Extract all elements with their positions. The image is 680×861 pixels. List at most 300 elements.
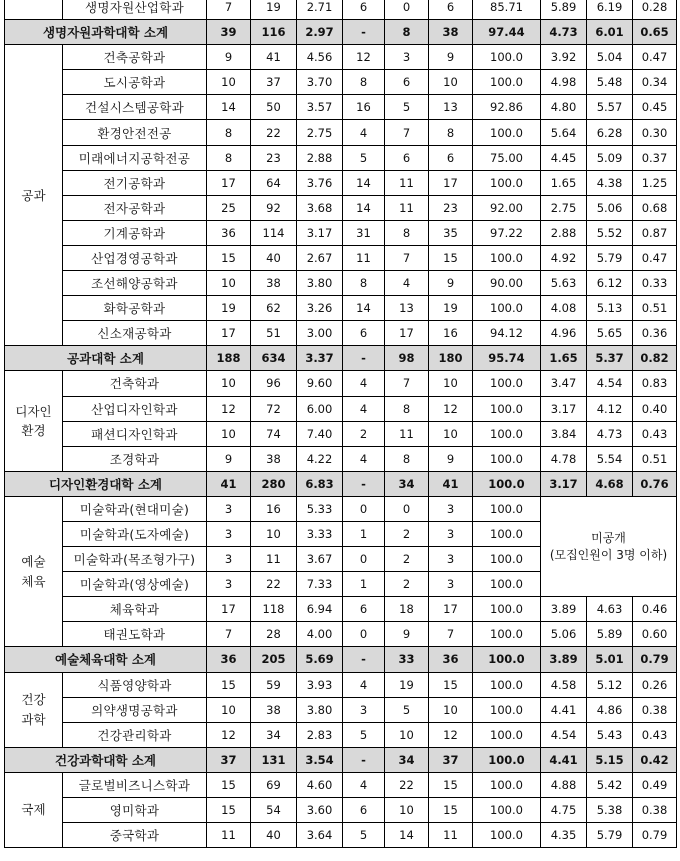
applicant-count-cell: 51 [251, 321, 297, 346]
waitlist-rank-cell: 6 [343, 597, 385, 622]
enroll-rate-cell: 92.86 [473, 95, 541, 120]
grade-stdev-cell: 0.38 [633, 798, 677, 823]
grade-stdev-cell: 0.37 [633, 145, 677, 170]
grade-best-cell: 1.65 [541, 346, 587, 371]
extra-accept-cell: 2 [385, 547, 429, 572]
waitlist-rank-cell: 3 [343, 697, 385, 722]
competition-rate-cell: 3.93 [297, 672, 343, 697]
table-row [5, 496, 677, 521]
dept-name-cell: 글로벌비즈니스학과 [63, 772, 207, 797]
waitlist-rank-cell: 8 [343, 271, 385, 296]
subtotal-label: 생명자원과학대학 소계 [5, 20, 207, 45]
competition-rate-cell: 2.83 [297, 722, 343, 747]
grade-stdev-cell: 0.79 [633, 647, 677, 672]
enrolled-count-cell: 41 [429, 471, 473, 496]
enrolled-count-cell: 9 [429, 271, 473, 296]
enroll-rate-cell: 92.00 [473, 195, 541, 220]
dept-name-cell: 조선해양공학과 [63, 271, 207, 296]
table-row [5, 0, 677, 20]
grade-best-cell: 5.64 [541, 120, 587, 145]
applicant-count-cell: 28 [251, 622, 297, 647]
grade-worst-cell: 5.89 [587, 622, 633, 647]
extra-accept-cell: 8 [385, 20, 429, 45]
grade-stdev-cell: 0.83 [633, 371, 677, 396]
waitlist-rank-cell: 8 [343, 70, 385, 95]
grade-worst-cell: 4.63 [587, 597, 633, 622]
competition-rate-cell: 3.33 [297, 521, 343, 546]
table-row [5, 446, 677, 471]
extra-accept-cell: 34 [385, 471, 429, 496]
enroll-rate-cell: 100.0 [473, 70, 541, 95]
recruit-count-cell: 3 [207, 572, 251, 597]
dept-name-cell: 패션디자인학과 [63, 421, 207, 446]
grade-stdev-cell: 0.28 [633, 0, 677, 20]
grade-best-cell: 3.17 [541, 396, 587, 421]
applicant-count-cell: 22 [251, 572, 297, 597]
extra-accept-cell: 34 [385, 747, 429, 772]
grade-best-cell: 4.80 [541, 95, 587, 120]
waitlist-rank-cell: 1 [343, 572, 385, 597]
grade-stdev-cell: 0.30 [633, 120, 677, 145]
waitlist-rank-cell: 16 [343, 95, 385, 120]
grade-worst-cell: 5.42 [587, 772, 633, 797]
dept-name-cell: 전기공학과 [63, 170, 207, 195]
extra-accept-cell: 5 [385, 697, 429, 722]
recruit-count-cell: 188 [207, 346, 251, 371]
grade-best-cell: 3.17 [541, 471, 587, 496]
competition-rate-cell: 5.69 [297, 647, 343, 672]
dept-name-cell: 미술학과(영상예술) [63, 572, 207, 597]
waitlist-rank-cell: 0 [343, 496, 385, 521]
waitlist-rank-cell: 4 [343, 446, 385, 471]
applicant-count-cell: 34 [251, 722, 297, 747]
competition-rate-cell: 2.88 [297, 145, 343, 170]
applicant-count-cell: 280 [251, 471, 297, 496]
grade-stdev-cell: 0.60 [633, 622, 677, 647]
enroll-rate-cell: 100.0 [473, 622, 541, 647]
grade-worst-cell: 5.04 [587, 45, 633, 70]
grade-best-cell: 4.92 [541, 245, 587, 270]
extra-accept-cell: 6 [385, 145, 429, 170]
grade-worst-cell: 5.01 [587, 647, 633, 672]
recruit-count-cell: 36 [207, 647, 251, 672]
grade-stdev-cell: 0.87 [633, 220, 677, 245]
grade-stdev-cell: 0.40 [633, 396, 677, 421]
dept-name-cell: 태권도학과 [63, 622, 207, 647]
extra-accept-cell: 7 [385, 245, 429, 270]
extra-accept-cell: 10 [385, 798, 429, 823]
recruit-count-cell: 39 [207, 20, 251, 45]
competition-rate-cell: 5.33 [297, 496, 343, 521]
extra-accept-cell: 0 [385, 0, 429, 20]
enrolled-count-cell: 10 [429, 371, 473, 396]
enrolled-count-cell: 15 [429, 245, 473, 270]
waitlist-rank-cell: 2 [343, 421, 385, 446]
dept-name-cell: 미술학과(현대미술) [63, 496, 207, 521]
grade-worst-cell: 6.12 [587, 271, 633, 296]
table-row [5, 396, 677, 421]
competition-rate-cell: 3.17 [297, 220, 343, 245]
enroll-rate-cell: 100.0 [473, 747, 541, 772]
enrolled-count-cell: 3 [429, 547, 473, 572]
grade-stdev-cell: 0.47 [633, 245, 677, 270]
grade-best-cell: 4.78 [541, 446, 587, 471]
applicant-count-cell: 22 [251, 120, 297, 145]
table-row [5, 145, 677, 170]
recruit-count-cell: 41 [207, 471, 251, 496]
enroll-rate-cell: 100.0 [473, 296, 541, 321]
grade-stdev-cell: 0.42 [633, 747, 677, 772]
grade-best-cell: 1.65 [541, 170, 587, 195]
competition-rate-cell: 3.26 [297, 296, 343, 321]
grade-worst-cell: 5.54 [587, 446, 633, 471]
competition-rate-cell: 2.71 [297, 0, 343, 20]
waitlist-rank-cell: - [343, 747, 385, 772]
extra-accept-cell: 22 [385, 772, 429, 797]
competition-rate-cell: 3.80 [297, 697, 343, 722]
enroll-rate-cell: 90.00 [473, 271, 541, 296]
competition-rate-cell: 3.64 [297, 823, 343, 848]
extra-accept-cell: 11 [385, 195, 429, 220]
grade-worst-cell: 5.15 [587, 747, 633, 772]
dept-name-cell: 조경학과 [63, 446, 207, 471]
subtotal-row [5, 20, 677, 45]
recruit-count-cell: 15 [207, 772, 251, 797]
waitlist-rank-cell: 4 [343, 120, 385, 145]
grade-worst-cell: 4.86 [587, 697, 633, 722]
recruit-count-cell: 8 [207, 120, 251, 145]
table-row [5, 421, 677, 446]
applicant-count-cell: 23 [251, 145, 297, 170]
extra-accept-cell: 9 [385, 622, 429, 647]
enroll-rate-cell: 100.0 [473, 421, 541, 446]
grade-worst-cell: 5.79 [587, 823, 633, 848]
waitlist-rank-cell: 14 [343, 170, 385, 195]
enrolled-count-cell: 35 [429, 220, 473, 245]
dept-name-cell: 도시공학과 [63, 70, 207, 95]
applicant-count-cell: 634 [251, 346, 297, 371]
college-group-cell: 공과 [5, 45, 63, 346]
enrolled-count-cell: 3 [429, 496, 473, 521]
recruit-count-cell: 7 [207, 622, 251, 647]
grade-best-cell: 4.58 [541, 672, 587, 697]
grade-best-cell: 5.89 [541, 0, 587, 20]
extra-accept-cell: 8 [385, 396, 429, 421]
applicant-count-cell: 11 [251, 547, 297, 572]
enroll-rate-cell: 97.44 [473, 20, 541, 45]
extra-accept-cell: 2 [385, 572, 429, 597]
grade-best-cell: 4.41 [541, 747, 587, 772]
recruit-count-cell: 37 [207, 747, 251, 772]
waitlist-rank-cell: 4 [343, 396, 385, 421]
grade-best-cell: 3.89 [541, 647, 587, 672]
recruit-count-cell: 14 [207, 95, 251, 120]
enrolled-count-cell: 6 [429, 145, 473, 170]
recruit-count-cell: 15 [207, 798, 251, 823]
competition-rate-cell: 3.70 [297, 70, 343, 95]
applicant-count-cell: 118 [251, 597, 297, 622]
extra-accept-cell: 10 [385, 722, 429, 747]
recruit-count-cell: 36 [207, 220, 251, 245]
competition-rate-cell: 4.56 [297, 45, 343, 70]
competition-rate-cell: 3.57 [297, 95, 343, 120]
subtotal-row [5, 647, 677, 672]
enrolled-count-cell: 11 [429, 823, 473, 848]
grade-best-cell: 4.88 [541, 772, 587, 797]
dept-name-cell: 건축학과 [63, 371, 207, 396]
college-group-cell: 디자인 환경 [5, 371, 63, 471]
enrolled-count-cell: 12 [429, 396, 473, 421]
waitlist-rank-cell: - [343, 346, 385, 371]
college-group-cell: 국제 [5, 772, 63, 847]
table-body [5, 0, 677, 848]
grade-stdev-cell: 0.38 [633, 697, 677, 722]
dept-name-cell: 체육학과 [63, 597, 207, 622]
grade-worst-cell: 5.79 [587, 245, 633, 270]
waitlist-rank-cell: 5 [343, 823, 385, 848]
extra-accept-cell: 33 [385, 647, 429, 672]
grade-stdev-cell: 0.79 [633, 823, 677, 848]
grade-worst-cell: 6.19 [587, 0, 633, 20]
enrolled-count-cell: 3 [429, 521, 473, 546]
enrolled-count-cell: 6 [429, 0, 473, 20]
extra-accept-cell: 17 [385, 321, 429, 346]
enrolled-count-cell: 19 [429, 296, 473, 321]
enroll-rate-cell: 100.0 [473, 798, 541, 823]
applicant-count-cell: 205 [251, 647, 297, 672]
college-group-cell: 건강 과학 [5, 672, 63, 747]
recruit-count-cell: 9 [207, 446, 251, 471]
grade-best-cell: 5.06 [541, 622, 587, 647]
enrolled-count-cell: 7 [429, 622, 473, 647]
subtotal-label: 디자인환경대학 소계 [5, 471, 207, 496]
grade-best-cell: 4.45 [541, 145, 587, 170]
competition-rate-cell: 3.37 [297, 346, 343, 371]
waitlist-rank-cell: 0 [343, 622, 385, 647]
dept-name-cell: 신소재공학과 [63, 321, 207, 346]
undisclosed-note: 미공개 (모집인원이 3명 이하) [541, 496, 677, 596]
recruit-count-cell: 15 [207, 245, 251, 270]
grade-worst-cell: 5.43 [587, 722, 633, 747]
competition-rate-cell: 3.68 [297, 195, 343, 220]
grade-stdev-cell: 0.43 [633, 421, 677, 446]
waitlist-rank-cell: 6 [343, 798, 385, 823]
grade-worst-cell: 5.38 [587, 798, 633, 823]
applicant-count-cell: 19 [251, 0, 297, 20]
recruit-count-cell: 15 [207, 672, 251, 697]
enrolled-count-cell: 10 [429, 70, 473, 95]
recruit-count-cell: 7 [207, 0, 251, 20]
enrolled-count-cell: 36 [429, 647, 473, 672]
table-row [5, 120, 677, 145]
waitlist-rank-cell: 4 [343, 371, 385, 396]
recruit-count-cell: 3 [207, 547, 251, 572]
table-row [5, 220, 677, 245]
subtotal-label: 예술체육대학 소계 [5, 647, 207, 672]
waitlist-rank-cell: - [343, 647, 385, 672]
table-row [5, 45, 677, 70]
extra-accept-cell: 0 [385, 496, 429, 521]
dept-name-cell: 기계공학과 [63, 220, 207, 245]
competition-rate-cell: 2.75 [297, 120, 343, 145]
enroll-rate-cell: 100.0 [473, 245, 541, 270]
enroll-rate-cell: 100.0 [473, 647, 541, 672]
extra-accept-cell: 3 [385, 45, 429, 70]
subtotal-label: 공과대학 소계 [5, 346, 207, 371]
enrolled-count-cell: 15 [429, 798, 473, 823]
grade-best-cell: 2.88 [541, 220, 587, 245]
enrolled-count-cell: 16 [429, 321, 473, 346]
extra-accept-cell: 11 [385, 170, 429, 195]
enrolled-count-cell: 10 [429, 421, 473, 446]
waitlist-rank-cell: - [343, 20, 385, 45]
waitlist-rank-cell: 5 [343, 145, 385, 170]
extra-accept-cell: 98 [385, 346, 429, 371]
grade-stdev-cell: 0.36 [633, 321, 677, 346]
applicant-count-cell: 131 [251, 747, 297, 772]
grade-stdev-cell: 1.25 [633, 170, 677, 195]
enroll-rate-cell: 100.0 [473, 521, 541, 546]
competition-rate-cell: 4.60 [297, 772, 343, 797]
waitlist-rank-cell: 11 [343, 245, 385, 270]
grade-stdev-cell: 0.34 [633, 70, 677, 95]
enroll-rate-cell: 100.0 [473, 597, 541, 622]
dept-name-cell: 건설시스템공학과 [63, 95, 207, 120]
waitlist-rank-cell: 0 [343, 547, 385, 572]
table-row [5, 371, 677, 396]
grade-best-cell: 5.63 [541, 271, 587, 296]
college-group-cell: 예술 체육 [5, 496, 63, 647]
grade-worst-cell: 4.12 [587, 396, 633, 421]
grade-worst-cell: 6.01 [587, 20, 633, 45]
applicant-count-cell: 114 [251, 220, 297, 245]
applicant-count-cell: 37 [251, 70, 297, 95]
grade-worst-cell: 4.73 [587, 421, 633, 446]
competition-rate-cell: 6.94 [297, 597, 343, 622]
competition-rate-cell: 7.33 [297, 572, 343, 597]
grade-best-cell: 4.96 [541, 321, 587, 346]
competition-rate-cell: 3.67 [297, 547, 343, 572]
waitlist-rank-cell: 4 [343, 772, 385, 797]
competition-rate-cell: 6.83 [297, 471, 343, 496]
applicant-count-cell: 92 [251, 195, 297, 220]
grade-best-cell: 4.08 [541, 296, 587, 321]
enrolled-count-cell: 9 [429, 45, 473, 70]
dept-name-cell: 미술학과(목조형가구) [63, 547, 207, 572]
grade-worst-cell: 5.37 [587, 346, 633, 371]
recruit-count-cell: 19 [207, 296, 251, 321]
dept-name-cell: 미래에너지공학전공 [63, 145, 207, 170]
college-group-cell [5, 0, 63, 20]
grade-worst-cell: 5.12 [587, 672, 633, 697]
waitlist-rank-cell: 1 [343, 521, 385, 546]
grade-best-cell: 4.98 [541, 70, 587, 95]
enroll-rate-cell: 100.0 [473, 396, 541, 421]
recruit-count-cell: 10 [207, 697, 251, 722]
dept-name-cell: 전자공학과 [63, 195, 207, 220]
enrolled-count-cell: 9 [429, 446, 473, 471]
grade-stdev-cell: 0.82 [633, 346, 677, 371]
competition-rate-cell: 4.00 [297, 622, 343, 647]
competition-rate-cell: 3.80 [297, 271, 343, 296]
dept-name-cell: 건축공학과 [63, 45, 207, 70]
recruit-count-cell: 17 [207, 321, 251, 346]
waitlist-rank-cell: 6 [343, 321, 385, 346]
grade-worst-cell: 4.68 [587, 471, 633, 496]
table-row [5, 95, 677, 120]
enroll-rate-cell: 95.74 [473, 346, 541, 371]
grade-best-cell: 3.47 [541, 371, 587, 396]
grade-best-cell: 2.75 [541, 195, 587, 220]
extra-accept-cell: 6 [385, 70, 429, 95]
grade-worst-cell: 4.54 [587, 371, 633, 396]
table-row [5, 798, 677, 823]
dept-name-cell: 산업디자인학과 [63, 396, 207, 421]
grade-best-cell: 3.84 [541, 421, 587, 446]
enrolled-count-cell: 8 [429, 120, 473, 145]
table-row [5, 597, 677, 622]
competition-rate-cell: 6.00 [297, 396, 343, 421]
table-row [5, 823, 677, 848]
grade-stdev-cell: 0.46 [633, 597, 677, 622]
grade-worst-cell: 5.09 [587, 145, 633, 170]
table-row [5, 622, 677, 647]
grade-worst-cell: 6.28 [587, 120, 633, 145]
grade-stdev-cell: 0.68 [633, 195, 677, 220]
applicant-count-cell: 50 [251, 95, 297, 120]
grade-stdev-cell: 0.49 [633, 772, 677, 797]
extra-accept-cell: 14 [385, 823, 429, 848]
enrolled-count-cell: 180 [429, 346, 473, 371]
grade-best-cell: 4.41 [541, 697, 587, 722]
grade-worst-cell: 5.48 [587, 70, 633, 95]
enroll-rate-cell: 100.0 [473, 772, 541, 797]
competition-rate-cell: 2.67 [297, 245, 343, 270]
applicant-count-cell: 62 [251, 296, 297, 321]
extra-accept-cell: 13 [385, 296, 429, 321]
table-row [5, 245, 677, 270]
enrolled-count-cell: 13 [429, 95, 473, 120]
grade-stdev-cell: 0.45 [633, 95, 677, 120]
recruit-count-cell: 12 [207, 722, 251, 747]
enroll-rate-cell: 100.0 [473, 697, 541, 722]
grade-best-cell: 4.35 [541, 823, 587, 848]
enroll-rate-cell: 100.0 [473, 496, 541, 521]
waitlist-rank-cell: - [343, 471, 385, 496]
enrolled-count-cell: 17 [429, 597, 473, 622]
enrolled-count-cell: 37 [429, 747, 473, 772]
dept-name-cell: 식품영양학과 [63, 672, 207, 697]
enroll-rate-cell: 100.0 [473, 45, 541, 70]
table-row [5, 170, 677, 195]
enroll-rate-cell: 97.22 [473, 220, 541, 245]
recruit-count-cell: 10 [207, 421, 251, 446]
table-row [5, 672, 677, 697]
dept-name-cell: 산업경영공학과 [63, 245, 207, 270]
extra-accept-cell: 8 [385, 220, 429, 245]
enroll-rate-cell: 100.0 [473, 471, 541, 496]
waitlist-rank-cell: 12 [343, 45, 385, 70]
recruit-count-cell: 12 [207, 396, 251, 421]
dept-name-cell: 건강관리학과 [63, 722, 207, 747]
table-row [5, 722, 677, 747]
recruit-count-cell: 10 [207, 271, 251, 296]
competition-rate-cell: 2.97 [297, 20, 343, 45]
enroll-rate-cell: 100.0 [473, 672, 541, 697]
table-row [5, 296, 677, 321]
applicant-count-cell: 40 [251, 245, 297, 270]
grade-worst-cell: 5.06 [587, 195, 633, 220]
